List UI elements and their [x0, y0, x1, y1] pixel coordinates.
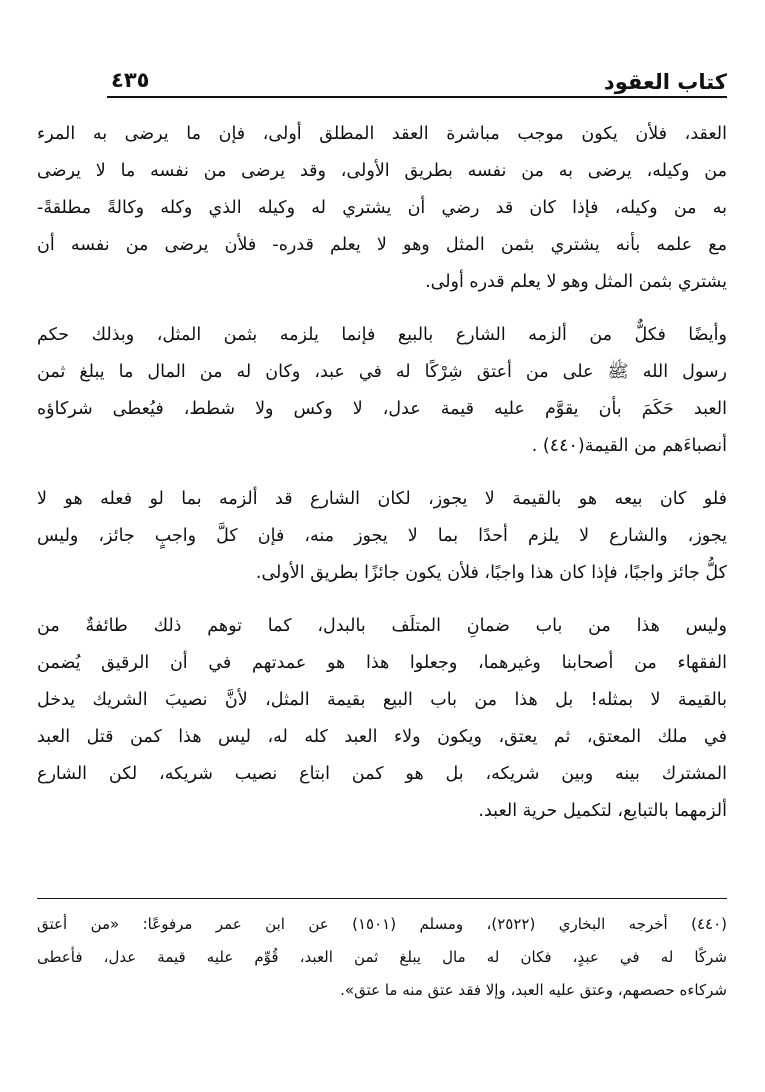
text-line: العبد حَكَمَ بأن يقوَّم عليه قيمة عدل، لا وكس ولا شطط، فيُعطى شركاؤه — [37, 399, 727, 419]
text-line: يشتري بثمن المثل وهو لا يعلم قدره أولى. — [425, 272, 727, 292]
main-text — [37, 116, 727, 830]
text-line: بالقيمة لا بمثله! بل هذا من باب البيع بقيمة المثل، لأنَّ نصيبَ الشريك يدخل — [37, 690, 727, 710]
text-line: من وكيله، يرضى به من نفسه بطريق الأولى، وقد يرضى من نفسه ما لا يرضى — [37, 161, 727, 181]
text-line: ألزمهما بالتبايع، لتكميل حرية العبد. — [478, 801, 727, 821]
running-title: كتاب العقود — [603, 70, 727, 94]
paragraph — [37, 481, 727, 592]
text-line: رسول الله ﷺ على من أعتق شِرْكًا له في عبد، وكان له من المال ما يبلغ ثمن — [37, 362, 727, 382]
text-line: وأيضًا فكلٌّ من ألزمه الشارع بالبيع فإنما يلزمه بثمن المثل، وبذلك حكم — [37, 325, 727, 345]
page-header — [107, 62, 727, 98]
text-line: فلو كان بيعه هو بالقيمة لا يجوز، لكان الشارع قد ألزمه بما لو فعله هو لا — [37, 489, 727, 509]
page-number: ٤٣٥ — [111, 68, 150, 92]
text-line: الفقهاء من أصحابنا وغيرهما، وجعلوا هذا هو عمدتهم في أن الرقيق يُضمن — [37, 653, 727, 673]
footnote — [37, 908, 727, 1007]
footnote-separator — [37, 898, 727, 899]
header-rule — [107, 96, 727, 98]
text-line: في ملك المعتق، ثم يعتق، ويكون ولاء العبد كله له، ليس هذا كمن قتل العبد — [37, 727, 727, 747]
text-line: العقد، فلأن يكون موجب مباشرة العقد المطلق أولى، فإن ما يرضى به المرء — [37, 124, 727, 144]
text-line: كلُّ جائز واجبًا، فإذا كان هذا واجبًا، فلأن يكون جائزًا بطريق الأولى. — [255, 563, 727, 583]
text-line: يجوز، والشارع لا يلزم أحدًا بما لا يجوز منه، فإن كلَّ واجبٍ جائز، وليس — [37, 526, 727, 546]
text-line: وليس هذا من باب ضمانِ المتلَف بالبدل، كما توهم ذلك طائفةٌ من — [37, 616, 727, 636]
text-line: المشترك بينه وبين شريكه، بل هو كمن ابتاع نصيب شريكه، لكن الشارع — [37, 764, 727, 784]
text-line: به من وكيله، فإذا كان قد رضي أن يشتري له وكيله الذي وكله وكالةً مطلقةً- — [37, 198, 727, 218]
footnote-line: (٤٤٠) أخرجه البخاري (٢٥٢٢)، ومسلم (١٥٠١) عن ابن عمر مرفوعًا: «من أعتق — [37, 915, 727, 933]
text-line: أنصباءَهم من القيمة(٤٤٠) . — [531, 436, 727, 456]
footnote-line: شركاءه حصصهم، وعتق عليه العبد، وإلا فقد عتق منه ما عتق». — [340, 981, 727, 999]
text-line: مع علمه بأنه يشتري بثمن المثل وهو لا يعلم قدره- فلأن يرضى من نفسه أن — [37, 235, 727, 255]
footnote-line: شركًا له في عبدٍ، فكان له مال يبلغ ثمن العبد، قُوِّم عليه قيمة عدل، فأعطى — [37, 948, 727, 966]
paragraph — [37, 116, 727, 301]
paragraph — [37, 608, 727, 830]
paragraph — [37, 317, 727, 465]
